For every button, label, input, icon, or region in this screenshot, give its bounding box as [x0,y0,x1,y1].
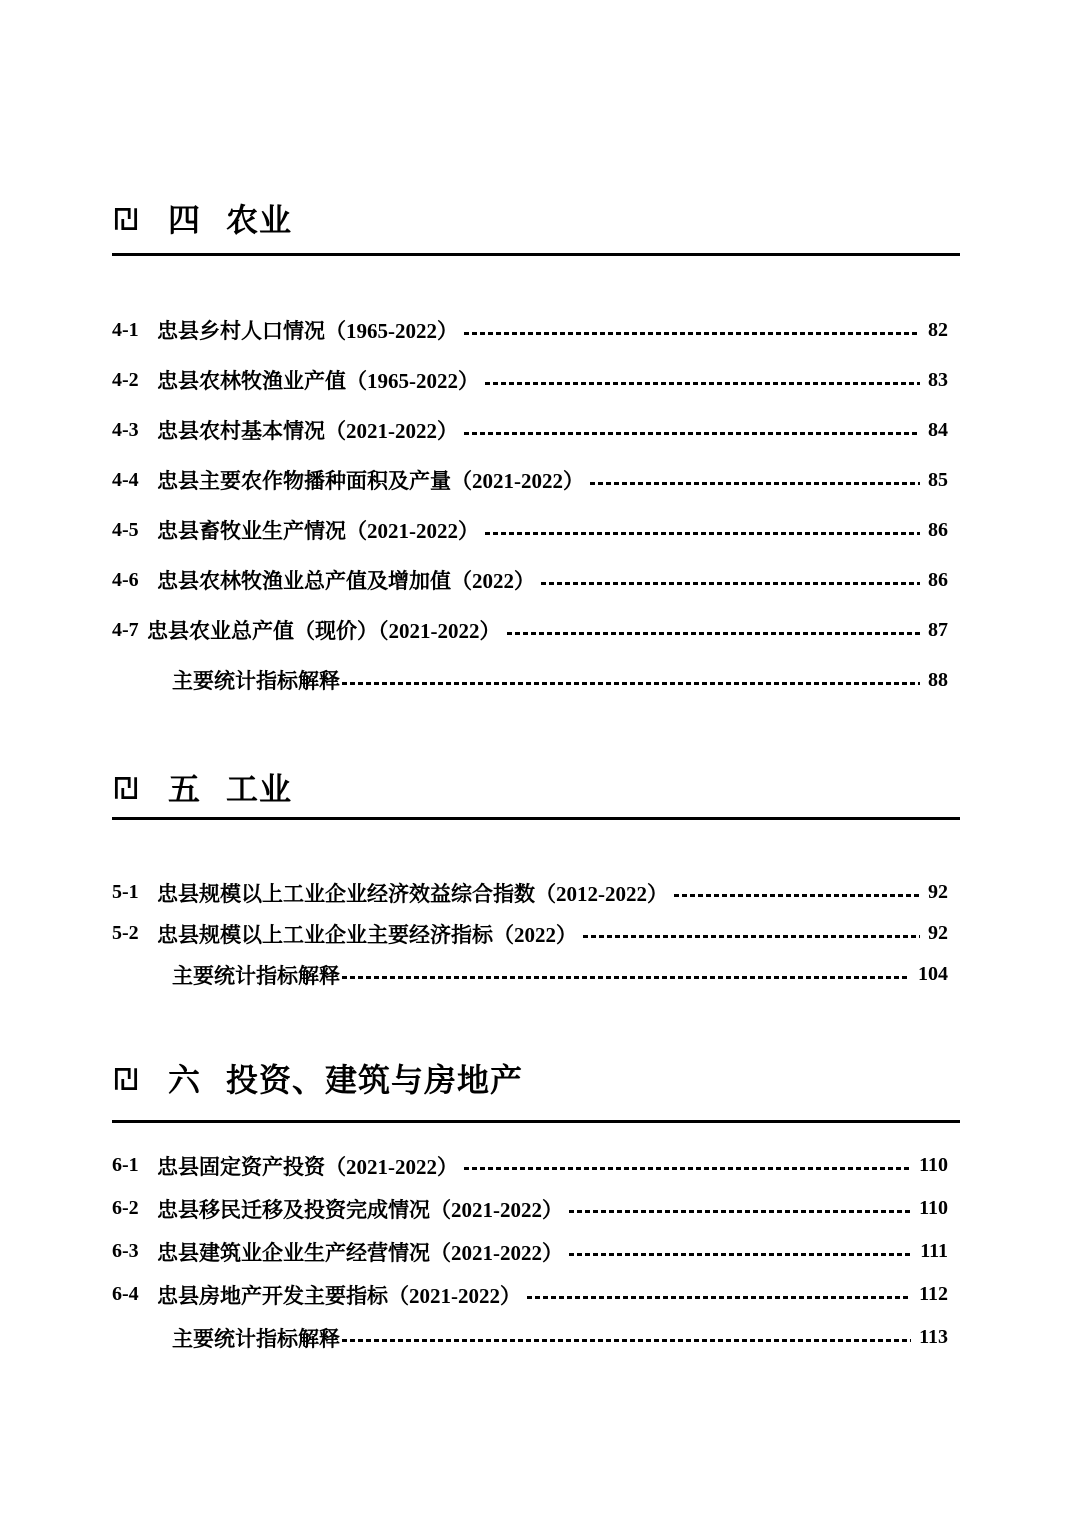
toc-entry-page: 112 [919,1283,948,1305]
toc-entry[interactable] [112,305,948,355]
toc-entry-page: 111 [920,1240,948,1262]
dotted-leader [583,935,920,938]
toc-entry-page: 113 [919,1326,948,1348]
section-title: 投资、建筑与房地产 [226,1062,524,1098]
toc-entry-title: 忠县畜牧业生产情况（2021-2022） [157,519,479,543]
toc-entry[interactable] [112,1316,948,1359]
toc-entry-number: 4-7 [112,618,139,641]
toc-entry[interactable] [112,605,948,655]
dotted-leader [674,894,920,897]
toc-entry-title: 主要统计指标解释 [172,963,340,988]
section-title: 工业 [226,771,293,807]
toc-entry-number: 4-6 [112,568,139,591]
toc-entry-title: 忠县规模以上工业企业经济效益综合指数（2012-2022） [157,881,668,906]
toc-entry-number: 5-1 [112,881,139,903]
toc-entry-title: 忠县乡村人口情况（1965-2022） [157,319,458,343]
toc-entry-page: 92 [928,922,948,944]
toc-entry-number: 6-3 [112,1240,139,1262]
toc-entry-number: 6-4 [112,1283,139,1305]
dotted-leader [464,332,920,335]
toc-entry[interactable] [112,872,948,913]
toc-entry[interactable] [112,355,948,405]
toc-entry-number: 4-4 [112,468,139,491]
section-number: 四 [168,202,201,238]
section-header [112,198,948,242]
toc-entry[interactable] [112,954,948,995]
toc-entry[interactable] [112,1273,948,1316]
toc-entry-title: 忠县规模以上工业企业主要经济指标（2022） [157,922,577,947]
shekel-spiral-ornament-icon [112,204,140,234]
dotted-leader [527,1296,911,1299]
section-header [112,1058,948,1102]
dotted-leader [342,1339,911,1342]
toc-entry[interactable] [112,1144,948,1187]
toc-entry[interactable] [112,913,948,954]
toc-entry-title: 忠县建筑业企业生产经营情况（2021-2022） [157,1240,563,1265]
toc-entry-number: 4-5 [112,518,139,541]
dotted-leader [342,682,920,685]
dotted-leader [485,382,920,385]
dotted-leader [464,432,920,435]
toc-section-investment-construction-realestate [0,995,1074,1359]
toc-entry-page: 83 [928,368,948,391]
dotted-leader [541,582,920,585]
toc-entry-number: 5-2 [112,922,139,944]
toc-entry-title: 忠县主要农作物播种面积及产量（2021-2022） [157,469,584,493]
toc-section-industry [0,705,1074,995]
section-title: 农业 [226,202,293,238]
dotted-leader [485,532,920,535]
toc-list [112,872,948,995]
section-number: 六 [168,1062,201,1098]
section-divider [112,1120,960,1123]
toc-entry[interactable] [112,455,948,505]
toc-entry[interactable] [112,655,948,705]
toc-entry-title: 忠县房地产开发主要指标（2021-2022） [157,1283,521,1308]
toc-entry-title: 主要统计指标解释 [172,669,340,693]
shekel-spiral-ornament-icon [112,1064,140,1094]
toc-entry-number: 4-2 [112,368,139,391]
toc-entry-number: 6-2 [112,1197,139,1219]
section-divider [112,817,960,820]
toc-entry[interactable] [112,1230,948,1273]
toc-list [112,305,948,705]
dotted-leader [590,482,920,485]
toc-entry-number: 6-1 [112,1154,139,1176]
toc-entry[interactable] [112,1187,948,1230]
toc-entry-number: 4-3 [112,418,139,441]
toc-entry[interactable] [112,405,948,455]
section-divider [112,253,960,256]
toc-entry-title: 忠县农林牧渔业产值（1965-2022） [157,369,479,393]
toc-entry-title: 忠县农业总产值（现价）（2021-2022） [147,619,501,643]
toc-entry-number: 4-1 [112,318,139,341]
section-number: 五 [168,771,201,807]
toc-entry-page: 88 [928,668,948,691]
toc-entry-title: 忠县固定资产投资（2021-2022） [157,1154,458,1179]
toc-entry-page: 110 [919,1197,948,1219]
dotted-leader [342,976,910,979]
toc-entry-page: 82 [928,318,948,341]
section-header [112,767,948,811]
toc-entry[interactable] [112,555,948,605]
toc-entry-page: 84 [928,418,948,441]
dotted-leader [507,632,921,635]
shekel-spiral-ornament-icon [112,773,140,803]
dotted-leader [464,1167,911,1170]
toc-entry-page: 86 [928,568,948,591]
toc-entry-page: 85 [928,468,948,491]
toc-entry-page: 86 [928,518,948,541]
toc-entry-page: 110 [919,1154,948,1176]
toc-section-agriculture [0,0,1074,705]
toc-entry-title: 主要统计指标解释 [172,1326,340,1351]
toc-entry-title: 忠县移民迁移及投资完成情况（2021-2022） [157,1197,563,1222]
toc-entry-page: 104 [918,963,948,985]
toc-entry[interactable] [112,505,948,555]
dotted-leader [569,1253,912,1256]
dotted-leader [569,1210,911,1213]
toc-entry-title: 忠县农村基本情况（2021-2022） [157,419,458,443]
toc-list [112,1144,948,1359]
toc-entry-title: 忠县农林牧渔业总产值及增加值（2022） [157,569,535,593]
toc-entry-page: 92 [928,881,948,903]
toc-entry-page: 87 [928,618,948,641]
